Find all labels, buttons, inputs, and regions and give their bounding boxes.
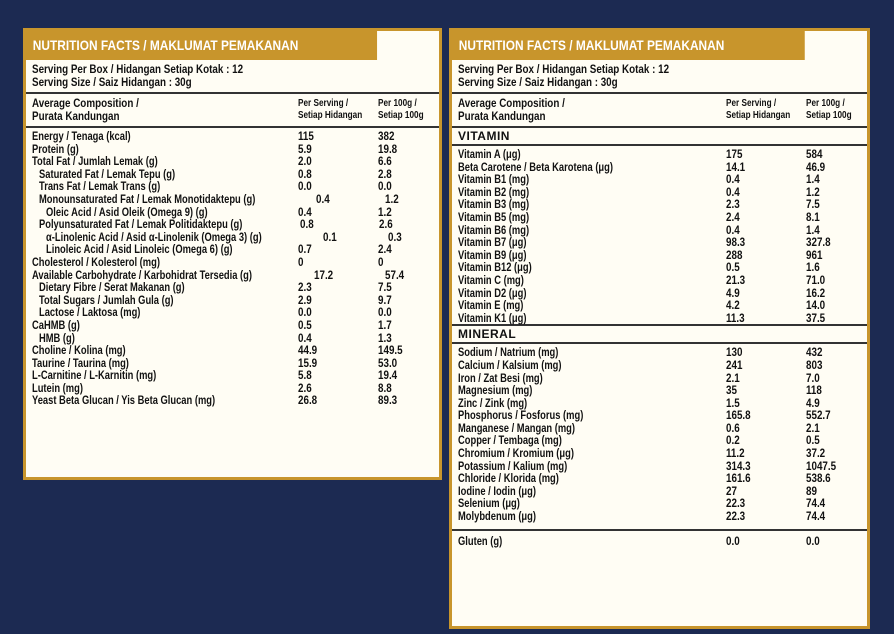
per-100g-text: 8.8	[378, 380, 392, 395]
nutrient-name-text: CaHMB (g)	[32, 317, 80, 332]
per-serving-text: 27	[726, 483, 737, 498]
per-serving-text: 0.5	[726, 260, 740, 275]
nutrient-name-text: Manganese / Mangan (mg)	[458, 420, 576, 435]
per-serving-text: 130	[726, 345, 743, 360]
per-serving-value	[726, 510, 806, 523]
mineral-rows	[452, 344, 867, 522]
per-100g-text: 37.2	[806, 446, 826, 461]
nutrient-name-text: Gluten (g)	[458, 533, 503, 548]
per-serving-value	[298, 256, 378, 269]
col-v2-line2: Setiap 100g	[806, 110, 852, 121]
per-serving-text: 0.1	[322, 229, 337, 244]
per-serving-text: 35	[726, 383, 737, 398]
per-serving-text: 0.4	[726, 172, 740, 187]
nutrient-name	[458, 510, 726, 523]
vitamin-rows	[452, 146, 867, 324]
per-serving-text: 0.4	[316, 191, 331, 206]
nutrient-name-text: Trans Fat / Lemak Trans (g)	[39, 179, 161, 194]
per-serving-text: 0.4	[726, 222, 740, 237]
nutrient-name-text: α-Linolenic Acid / Asid α-Linolenik (Omega 3) (g)	[46, 229, 262, 244]
per-serving-value	[314, 269, 384, 282]
per-100g-text: 149.5	[378, 343, 403, 358]
column-headers	[452, 94, 867, 128]
col-name-line1: Average Composition /	[458, 96, 565, 110]
per-serving-text: 15.9	[298, 355, 318, 370]
panel-title: NUTRITION FACTS / MAKLUMAT PEMAKANAN	[26, 31, 377, 60]
per-serving-text: 241	[726, 357, 743, 372]
per-serving-text: 0.4	[298, 204, 312, 219]
nutrient-name-text: Vitamin B3 (mg)	[458, 197, 530, 212]
per-100g-text: 7.5	[806, 197, 820, 212]
per-serving-value	[726, 535, 806, 548]
per-serving-text: 165.8	[726, 408, 751, 423]
per-100g-value	[806, 510, 861, 523]
col-v1-line2: Setiap Hidangan	[726, 110, 791, 121]
nutrient-name-text: Iodine / Iodin (μg)	[458, 483, 536, 498]
per-100g-text: 552.7	[806, 408, 831, 423]
per-100g-text: 584	[806, 147, 823, 161]
per-100g-text: 1.4	[806, 222, 820, 237]
per-100g-text: 37.5	[806, 310, 826, 325]
nutrient-name-text: Total Fat / Jumlah Lemak (g)	[32, 154, 158, 169]
per-100g-value	[378, 243, 433, 256]
per-serving-text: 44.9	[298, 343, 318, 358]
nutrient-name-text: Vitamin A (μg)	[458, 147, 521, 161]
per-100g-text: 2.8	[378, 166, 392, 181]
per-100g-text: 382	[378, 129, 395, 143]
nutrient-name-text: Lactose / Laktosa (mg)	[39, 305, 141, 320]
per-serving-text: 0.4	[726, 184, 740, 199]
col-v2-line1: Per 100g /	[378, 98, 417, 109]
per-serving-text: 17.2	[314, 267, 334, 282]
per-100g-text: 89.3	[378, 393, 398, 408]
per-100g-text: 1.3	[378, 330, 392, 345]
per-serving-text: 2.4	[726, 209, 740, 224]
nutrient-name-text: Choline / Kolina (mg)	[32, 343, 126, 358]
serving-size: Serving Size / Saiz Hidangan : 30g	[458, 75, 618, 89]
nutrient-name-text: Zinc / Zink (mg)	[458, 395, 528, 410]
nutrient-name-text: Vitamin C (mg)	[458, 272, 524, 287]
per-serving-text: 2.0	[298, 154, 312, 169]
per-100g-text: 19.8	[378, 141, 398, 156]
col-name-line1: Average Composition /	[32, 96, 139, 110]
nutrient-name-text: Cholesterol / Kolesterol (mg)	[32, 254, 160, 269]
per-100g-text: 1.2	[385, 191, 400, 206]
column-headers	[26, 94, 439, 128]
per-serving-text: 2.3	[298, 280, 312, 295]
per-serving-text: 98.3	[726, 235, 746, 250]
nutrient-name-text: Yeast Beta Glucan / Yis Beta Glucan (mg)	[32, 393, 216, 408]
nutrient-name-text: Copper / Tembaga (mg)	[458, 433, 562, 448]
col-per-serving-header	[726, 98, 806, 122]
col-v1-line1: Per Serving /	[298, 98, 349, 109]
per-100g-text: 0.0	[378, 179, 392, 194]
per-serving-text: 0.7	[298, 242, 312, 257]
nutrient-name-text: Polyunsaturated Fat / Lemak Politidaktepu (g)	[39, 217, 243, 232]
nutrient-name-text: Saturated Fat / Lemak Tepu (g)	[39, 166, 176, 181]
per-serving-value	[298, 180, 378, 193]
serving-per-box: Serving Per Box / Hidangan Setiap Kotak : 12	[458, 62, 670, 76]
per-100g-text: 327.8	[806, 235, 831, 250]
nutrient-name-text: Dietary Fibre / Serat Makanan (g)	[39, 280, 185, 295]
nutrient-name-text: Vitamin D2 (μg)	[458, 285, 527, 300]
col-name-header	[32, 97, 298, 123]
per-100g-text: 53.0	[378, 355, 398, 370]
nutrient-name-text: Beta Carotene / Beta Karotena (μg)	[458, 159, 614, 174]
per-serving-text: 22.3	[726, 509, 746, 524]
col-v1-line1: Per Serving /	[726, 98, 777, 109]
per-100g-text: 1.2	[378, 204, 392, 219]
per-100g-text: 8.1	[806, 209, 820, 224]
per-serving-text: 0.0	[726, 533, 740, 548]
nutrient-name-text: Energy / Tenaga (kcal)	[32, 129, 131, 143]
nutrient-name-text: HMB (g)	[39, 330, 75, 345]
nutrient-name-text: Protein (g)	[32, 141, 79, 156]
serving-size: Serving Size / Saiz Hidangan : 30g	[32, 75, 192, 89]
nutrient-name-text: Calcium / Kalsium (mg)	[458, 357, 562, 372]
nutrient-name-text: Molybdenum (μg)	[458, 509, 536, 524]
per-100g-text: 538.6	[806, 471, 831, 486]
per-100g-text: 118	[806, 383, 822, 398]
per-100g-text: 1.2	[806, 184, 820, 199]
nutrient-rows	[26, 128, 439, 407]
per-serving-text: 0.4	[298, 330, 312, 345]
serving-info	[26, 60, 439, 94]
per-serving-text: 175	[726, 147, 743, 161]
per-serving-text: 0.8	[299, 217, 314, 232]
per-100g-value	[806, 535, 861, 548]
per-100g-text: 0.5	[806, 433, 820, 448]
per-serving-text: 5.8	[298, 368, 312, 383]
nutrition-panel-right	[449, 28, 870, 629]
per-100g-text: 2.4	[378, 242, 392, 257]
per-100g-text: 2.1	[806, 420, 820, 435]
per-100g-text: 46.9	[806, 159, 826, 174]
per-100g-text: 7.5	[378, 280, 392, 295]
per-100g-text: 7.0	[806, 370, 820, 385]
nutrient-row	[32, 369, 433, 382]
nutrient-name-text: Iron / Zat Besi (mg)	[458, 370, 543, 385]
per-100g-text: 4.9	[806, 395, 820, 410]
per-100g-text: 0.3	[388, 229, 402, 244]
mineral-section-label: MINERAL	[452, 324, 867, 344]
nutrient-name-text: Vitamin K1 (μg)	[458, 310, 527, 325]
per-serving-text: 288	[726, 247, 743, 262]
per-100g-value	[379, 218, 433, 231]
per-100g-text: 0.0	[806, 533, 820, 548]
per-100g-text: 16.2	[806, 285, 826, 300]
per-serving-text: 1.5	[726, 395, 740, 410]
per-100g-text: 57.4	[384, 267, 404, 282]
per-serving-text: 4.9	[726, 285, 740, 300]
per-serving-text: 26.8	[298, 393, 318, 408]
nutrient-row	[458, 312, 861, 325]
nutrient-name-text: Vitamin B9 (μg)	[458, 247, 527, 262]
nutrient-name-text: Vitamin B5 (mg)	[458, 209, 530, 224]
per-100g-text: 961	[806, 247, 823, 262]
per-serving-text: 2.3	[726, 197, 740, 212]
col-name-header	[458, 97, 726, 123]
nutrient-name-text: Selenium (μg)	[458, 496, 520, 511]
nutrient-row	[32, 306, 433, 319]
per-100g-text: 89	[806, 483, 817, 498]
nutrient-name	[458, 312, 726, 325]
per-serving-text: 14.1	[726, 159, 746, 174]
nutrient-row	[32, 130, 433, 143]
nutrient-name-text: Magnesium (mg)	[458, 383, 533, 398]
nutrient-name-text: Potassium / Kalium (mg)	[458, 458, 568, 473]
nutrient-name-text: Vitamin B1 (mg)	[458, 172, 530, 187]
per-serving-text: 161.6	[726, 471, 751, 486]
nutrient-name	[32, 394, 298, 407]
nutrient-name-text: Monounsaturated Fat / Lemak Monotidaktepu (g)	[39, 191, 256, 206]
nutrient-name-text: Phosphorus / Fosforus (mg)	[458, 408, 584, 423]
per-serving-text: 2.6	[298, 380, 312, 395]
nutrient-name-text: Lutein (mg)	[32, 380, 83, 395]
per-100g-text: 14.0	[806, 298, 826, 313]
col-per-100g-header	[806, 98, 861, 122]
serving-per-box: Serving Per Box / Hidangan Setiap Kotak : 12	[32, 62, 244, 76]
per-serving-text: 0.8	[298, 166, 312, 181]
nutrient-name-text: L-Carnitine / L-Karnitin (mg)	[32, 368, 157, 383]
nutrient-name	[458, 535, 726, 548]
gluten-section	[452, 529, 867, 548]
nutrient-name-text: Total Sugars / Jumlah Gula (g)	[39, 292, 174, 307]
per-100g-value	[388, 231, 433, 244]
per-serving-value	[316, 193, 385, 206]
panel-title: NUTRITION FACTS / MAKLUMAT PEMAKANAN	[452, 31, 805, 60]
col-name-line2: Purata Kandungan	[32, 109, 120, 123]
nutrient-name-text: Vitamin B2 (mg)	[458, 184, 530, 199]
per-100g-value	[378, 394, 433, 407]
per-serving-text: 0	[298, 254, 304, 269]
per-100g-text: 9.7	[378, 292, 392, 307]
per-serving-text: 0.5	[298, 317, 312, 332]
per-100g-text: 0	[378, 254, 384, 269]
serving-info	[452, 60, 867, 94]
nutrient-name-text: Chromium / Kromium (μg)	[458, 446, 574, 461]
per-serving-text: 115	[298, 129, 314, 143]
col-v2-line2: Setiap 100g	[378, 110, 424, 121]
per-100g-text: 6.6	[378, 154, 392, 169]
nutrient-row	[32, 394, 433, 407]
nutrient-name-text: Vitamin B7 (μg)	[458, 235, 527, 250]
per-100g-text: 2.6	[378, 217, 393, 232]
per-serving-value	[298, 243, 378, 256]
nutrition-panel-left	[23, 28, 442, 480]
per-serving-text: 0.2	[726, 433, 740, 448]
per-serving-value	[298, 394, 378, 407]
col-v1-line2: Setiap Hidangan	[298, 110, 363, 121]
nutrient-name-text: Available Carbohydrate / Karbohidrat Tersedia (g)	[32, 267, 253, 282]
col-v2-line1: Per 100g /	[806, 98, 845, 109]
nutrient-name-text: Chloride / Klorida (mg)	[458, 471, 559, 486]
per-100g-text: 1.6	[806, 260, 820, 275]
per-serving-text: 11.3	[726, 310, 745, 325]
per-serving-value	[726, 472, 806, 485]
per-serving-text: 22.3	[726, 496, 746, 511]
per-100g-text: 0.0	[378, 305, 392, 320]
per-100g-text: 803	[806, 357, 823, 372]
per-100g-text: 74.4	[806, 509, 826, 524]
per-serving-text: 0.6	[726, 420, 740, 435]
per-100g-value	[806, 312, 861, 325]
nutrient-row	[32, 319, 433, 332]
per-100g-value	[385, 193, 433, 206]
per-100g-text: 432	[806, 345, 823, 360]
per-serving-value	[300, 218, 379, 231]
per-serving-text: 21.3	[726, 272, 746, 287]
per-100g-text: 71.0	[806, 272, 826, 287]
nutrient-name-text: Vitamin E (mg)	[458, 298, 524, 313]
col-name-line2: Purata Kandungan	[458, 109, 546, 123]
per-serving-text: 11.2	[726, 446, 745, 461]
per-serving-text: 314.3	[726, 458, 751, 473]
nutrient-name-text: Sodium / Natrium (mg)	[458, 345, 559, 360]
per-serving-text: 2.1	[726, 370, 740, 385]
per-serving-value	[726, 372, 806, 385]
nutrient-row	[458, 535, 861, 548]
col-per-100g-header	[378, 98, 433, 122]
nutrient-name-text: Taurine / Taurina (mg)	[32, 355, 129, 370]
per-100g-text: 19.4	[378, 368, 398, 383]
nutrient-row	[458, 510, 861, 523]
nutrient-name-text: Vitamin B6 (mg)	[458, 222, 530, 237]
per-100g-text: 1047.5	[806, 458, 837, 473]
per-serving-text: 4.2	[726, 298, 740, 313]
per-serving-text: 0.0	[298, 305, 312, 320]
per-serving-text: 5.9	[298, 141, 312, 156]
col-per-serving-header	[298, 98, 378, 122]
per-serving-text: 2.9	[298, 292, 312, 307]
per-serving-text: 0.0	[298, 179, 312, 194]
per-100g-text: 1.7	[378, 317, 392, 332]
nutrient-name-text: Linoleic Acid / Asid Linoleic (Omega 6) (g)	[46, 242, 233, 257]
per-serving-value	[726, 312, 806, 325]
vitamin-section-label: VITAMIN	[452, 128, 867, 146]
per-100g-text: 74.4	[806, 496, 826, 511]
nutrient-name-text: Oleic Acid / Asid Oleik (Omega 9) (g)	[46, 204, 208, 219]
per-100g-text: 1.4	[806, 172, 820, 187]
nutrient-name-text: Vitamin B12 (μg)	[458, 260, 532, 275]
